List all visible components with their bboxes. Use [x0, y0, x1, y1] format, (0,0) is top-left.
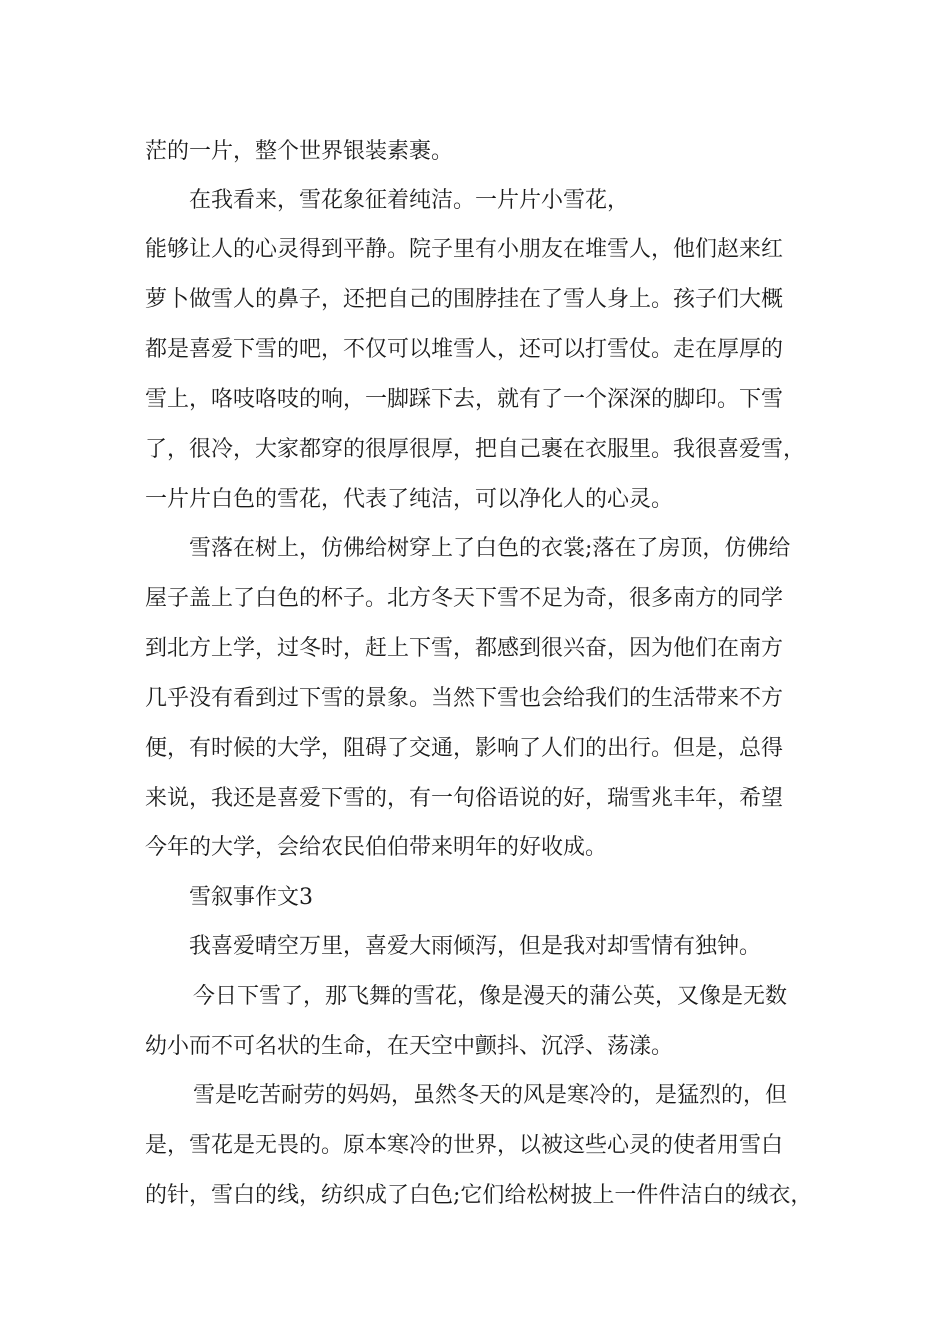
text-line-22: 的针，雪白的线，纺织成了白色;它们给松树披上一件件洁白的绒衣，: [145, 1183, 813, 1208]
text-line-7: 了，很冷，大家都穿的很厚很厚，把自己裹在衣服里。我很喜爱雪，: [145, 437, 806, 462]
text-line-14: 来说，我还是喜爱下雪的，有一句俗语说的好，瑞雪兆丰年，希望: [145, 786, 784, 811]
text-line-21: 是，雪花是无畏的。原本寒冷的世界，以被这些心灵的使者用雪白: [145, 1133, 784, 1158]
text-line-10: 屋子盖上了白色的杯子。北方冬天下雪不足为奇，很多南方的同学: [145, 586, 784, 611]
text-line-8: 一片片白色的雪花，代表了纯洁，可以净化人的心灵。: [145, 487, 674, 512]
paragraph-start-line: 在我看来，雪花象征着纯洁。一片片小雪花，: [189, 188, 630, 213]
paragraph-start-line: 雪是吃苦耐劳的妈妈，虽然冬天的风是寒冷的，是猛烈的，但: [193, 1083, 788, 1108]
text-line-11: 到北方上学，过冬时，赶上下雪，都感到很兴奋，因为他们在南方: [145, 636, 784, 661]
text-line-15: 今年的大学，会给农民伯伯带来明年的好收成。: [145, 835, 608, 860]
text-line-5: 都是喜爱下雪的吧，不仅可以堆雪人，还可以打雪仗。走在厚厚的: [145, 337, 784, 362]
text-line-13: 便，有时候的大学，阻碍了交通，影响了人们的出行。但是，总得: [145, 736, 784, 761]
paragraph-start-line: 今日下雪了，那飞舞的雪花，像是漫天的蒲公英，又像是无数: [193, 984, 788, 1009]
section-heading: 雪叙事作文3: [189, 885, 313, 910]
text-line-12: 几乎没有看到过下雪的景象。当然下雪也会给我们的生活带来不方: [145, 686, 784, 711]
text-line-4: 萝卜做雪人的鼻子，还把自己的围脖挂在了雪人身上。孩子们大概: [145, 287, 784, 312]
text-line-1: 茫的一片，整个世界银装素裹。: [145, 139, 454, 164]
paragraph-start-line: 我喜爱晴空万里，喜爱大雨倾泻，但是我对却雪情有独钟。: [189, 934, 762, 959]
text-line-3: 能够让人的心灵得到平静。院子里有小朋友在堆雪人，他们赵来红: [145, 237, 784, 262]
text-line-19: 幼小而不可名状的生命，在天空中颤抖、沉浮、荡漾。: [145, 1034, 674, 1059]
text-line-6: 雪上，咯吱咯吱的响，一脚踩下去，就有了一个深深的脚印。下雪: [145, 387, 784, 412]
paragraph-start-line: 雪落在树上，仿佛给树穿上了白色的衣裳;落在了房顶，仿佛给: [189, 536, 791, 561]
